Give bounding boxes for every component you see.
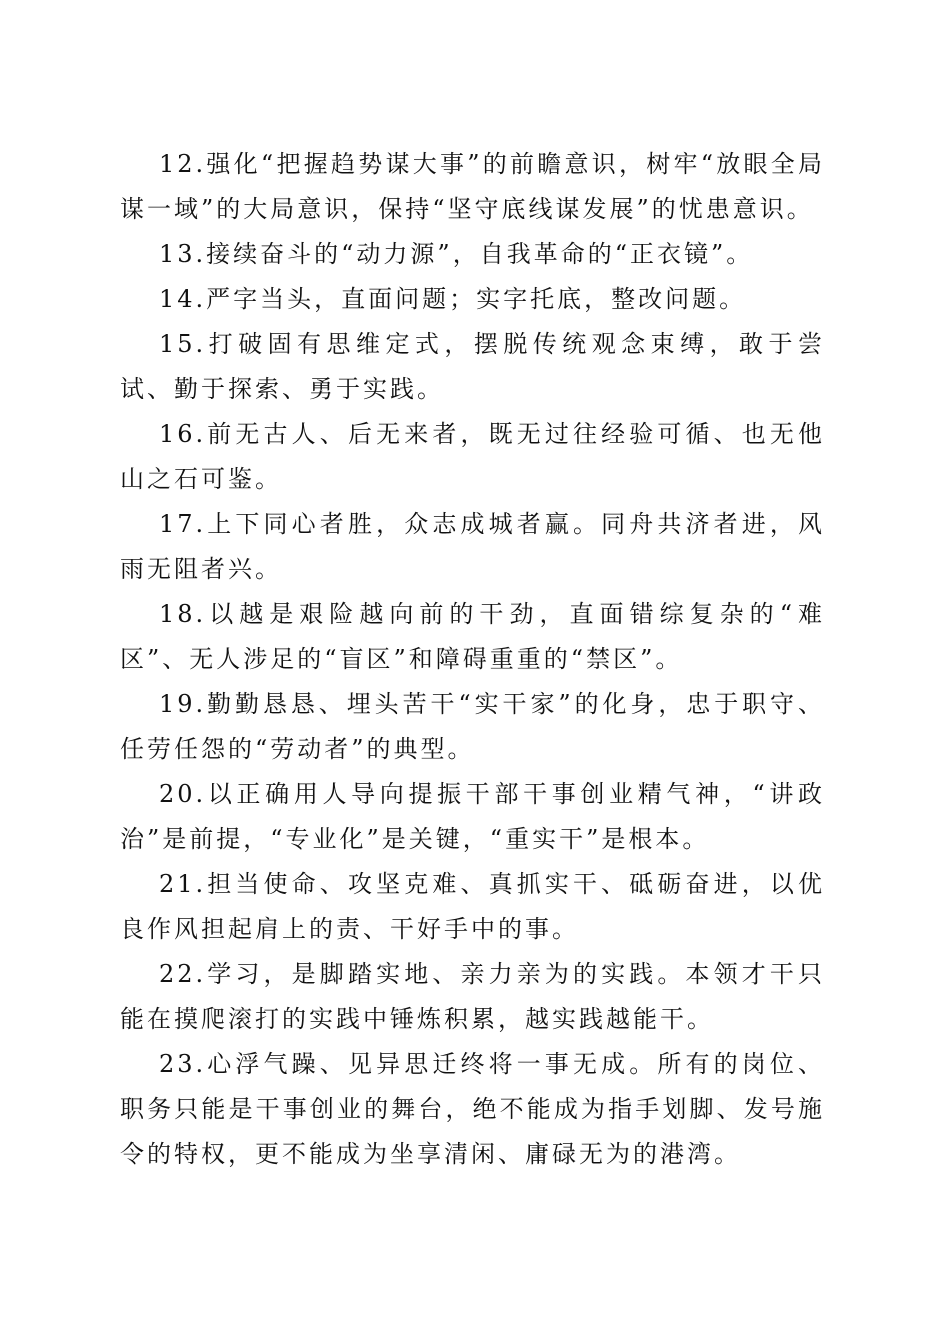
paragraph-21: 21.担当使命、攻坚克难、真抓实干、砥砺奋进，以优良作风担起肩上的责、干好手中的事。 <box>120 870 825 943</box>
paragraph-15: 15.打破固有思维定式，摆脱传统观念束缚，敢于尝试、勤于探索、勇于实践。 <box>120 330 825 403</box>
paragraph-19: 19.勤勤恳恳、埋头苦干“实干家”的化身，忠于职守、任劳任怨的“劳动者”的典型。 <box>120 690 825 763</box>
paragraph-23: 23.心浮气躁、见异思迁终将一事无成。所有的岗位、职务只能是干事创业的舞台，绝不能成为指手划脚、发号施令的特权，更不能成为坐享清闲、庸碌无为的港湾。 <box>120 1050 825 1168</box>
paragraph-13: 13.接续奋斗的“动力源”，自我革命的“正衣镜”。 <box>159 240 754 268</box>
paragraph-12: 12.强化“把握趋势谋大事”的前瞻意识，树牢“放眼全局谋一域”的大局意识，保持“坚守底线谋发展”的忧患意识。 <box>120 150 825 223</box>
paragraph-22: 22.学习，是脚踏实地、亲力亲为的实践。本领才干只能在摸爬滚打的实践中锤炼积累，越实践越能干。 <box>120 960 825 1033</box>
paragraph-18: 18.以越是艰险越向前的干劲，直面错综复杂的“难区”、无人涉足的“盲区”和障碍重重的“禁区”。 <box>120 600 825 673</box>
paragraph-16: 16.前无古人、后无来者，既无过往经验可循、也无他山之石可鉴。 <box>120 420 825 493</box>
paragraph-14: 14.严字当头，直面问题；实字托底，整改问题。 <box>159 285 747 313</box>
paragraph-20: 20.以正确用人导向提振干部干事创业精气神，“讲政治”是前提，“专业化”是关键，“重实干”是根本。 <box>120 780 825 853</box>
paragraph-17: 17.上下同心者胜，众志成城者赢。同舟共济者进，风雨无阻者兴。 <box>120 510 825 583</box>
document-body <box>120 142 825 1177</box>
